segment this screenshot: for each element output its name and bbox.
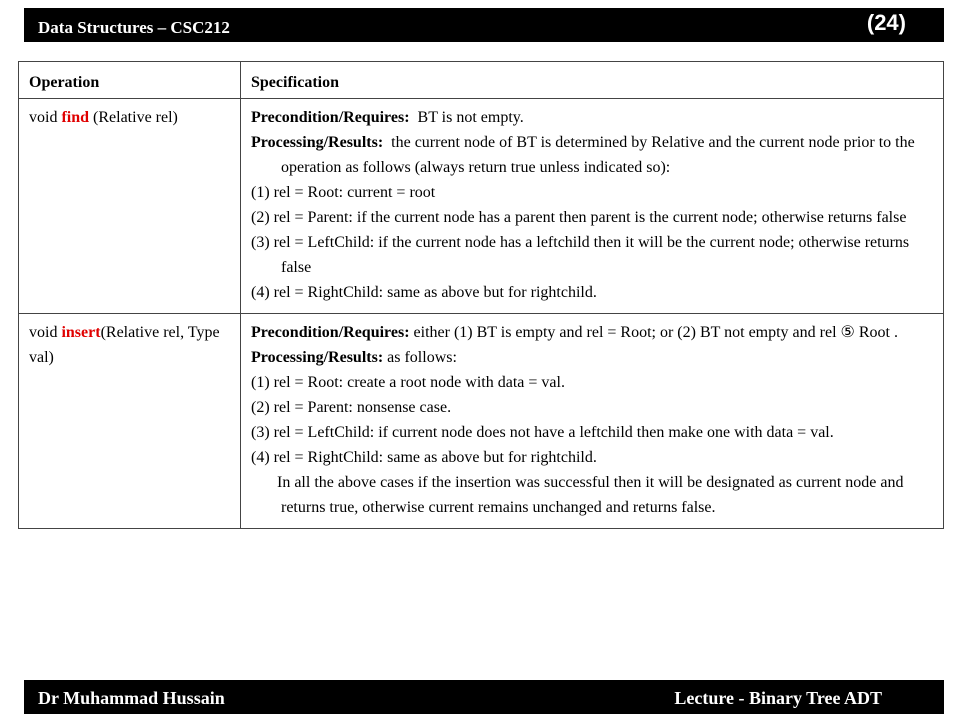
specification-table: [18, 61, 944, 529]
processing-line: [251, 130, 935, 180]
list-item: (3) rel = LeftChild: if current node does not have a leftchild then make one with data = val.: [251, 424, 834, 441]
op-prefix: void: [29, 109, 62, 126]
precondition-line: [251, 105, 935, 130]
list-item: (2) rel = Parent: nonsense case.: [251, 399, 452, 416]
precondition-text: either (1) BT is empty and rel = Root; or (2) BT not empty and rel ⑤ Root .: [413, 324, 898, 341]
processing-line: [251, 345, 935, 370]
list-item: (2) rel = Parent: if the current node has a parent then parent is the current node; otherwise returns false: [251, 209, 907, 226]
processing-text: as follows:: [387, 349, 457, 366]
course-title: Data Structures – CSC212: [38, 18, 230, 37]
precondition-line: [251, 320, 935, 345]
header-bar: [24, 8, 944, 42]
header-operation: Operation: [19, 62, 241, 99]
processing-label: Processing/Results:: [251, 134, 384, 151]
author-name: Dr Muhammad Hussain: [38, 688, 225, 708]
op-suffix: (Relative rel): [89, 109, 178, 126]
list-item: (1) rel = Root: current = root: [251, 184, 436, 201]
op-name: insert: [61, 324, 101, 341]
table-header-row: [19, 62, 944, 99]
closing-note: In all the above cases if the insertion was successful then it will be designated as current node and returns true, otherwise current remains unchanged and returns false.: [277, 474, 904, 516]
list-item: (1) rel = Root: create a root node with data = val.: [251, 374, 565, 391]
specification-cell: [241, 99, 944, 314]
precondition-label: Precondition/Requires:: [251, 109, 410, 126]
processing-label: Processing/Results:: [251, 349, 384, 366]
op-prefix: void: [29, 324, 62, 341]
processing-text: the current node of BT is determined by Relative and the current node prior to the operation as follows (always return true unless indicated so):: [281, 134, 915, 176]
table-row-find: [19, 99, 944, 314]
lecture-title: Lecture - Binary Tree ADT: [674, 688, 882, 708]
precondition-label: Precondition/Requires:: [251, 324, 410, 341]
list-item: (3) rel = LeftChild: if the current node has a leftchild then it will be the current node; otherwise returns false: [251, 234, 910, 276]
table-row-insert: [19, 314, 944, 529]
list-item: (4) rel = RightChild: same as above but for rightchild.: [251, 449, 597, 466]
list-item: (4) rel = RightChild: same as above but for rightchild.: [251, 284, 597, 301]
op-name: find: [61, 109, 90, 126]
header-specification: Specification: [241, 62, 944, 99]
precondition-text: BT is not empty.: [417, 109, 524, 126]
footer-bar: [24, 680, 944, 714]
slide-number: (24): [866, 10, 906, 35]
operation-cell: [19, 99, 241, 314]
op-suffix: (Relative rel, Type val): [29, 324, 220, 366]
specification-cell: [241, 314, 944, 529]
operation-cell: [19, 314, 241, 529]
